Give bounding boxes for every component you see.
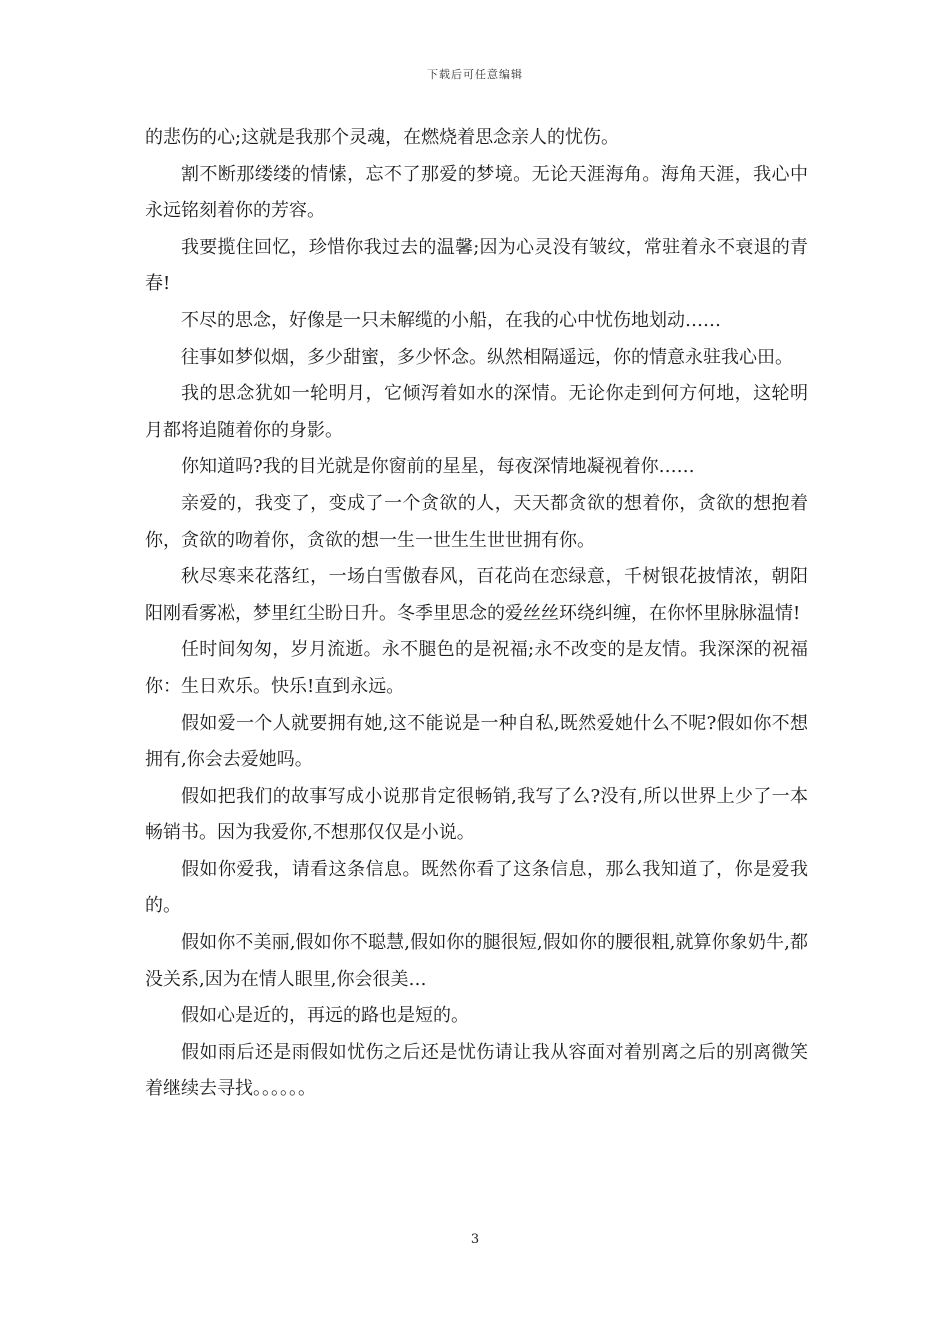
paragraph: 我要揽住回忆，珍惜你我过去的温馨;因为心灵没有皱纹，常驻着永不衰退的青春!	[145, 236, 808, 295]
paragraph: 假如你不美丽,假如你不聪慧,假如你的腿很短,假如你的腰很粗,就算你象奶牛,都没关系,因为在情人眼里,你会很美…	[145, 932, 808, 990]
paragraph: 往事如梦似烟，多少甜蜜，多少怀念。纵然相隔遥远，你的情意永驻我心田。	[181, 346, 793, 368]
paragraph: 假如把我们的故事写成小说那肯定很畅销,我写了么?没有,所以世界上少了一本畅销书。因为我爱你,不想那仅仅是小说。	[145, 785, 808, 844]
paragraph: 我的思念犹如一轮明月，它倾泻着如水的深情。无论你走到何方何地，这轮明月都将追随着你的身影。	[145, 383, 808, 441]
paragraph: 你知道吗?我的目光就是你窗前的星星，每夜深情地凝视着你……	[181, 456, 695, 478]
paragraph: 假如心是近的，再远的路也是短的。	[181, 1005, 469, 1027]
page-number: 3	[470, 1232, 480, 1247]
paragraph: 秋尽寒来花落红，一场白雪傲春风，百花尚在恋绿意，千树银花披情浓，朝阳阳刚看雾凇，梦里红尘盼日升。冬季里思念的爱丝丝环绕纠缠，在你怀里脉脉温情!	[145, 566, 808, 624]
paragraph: 的悲伤的心;这就是我那个灵魂，在燃烧着思念亲人的忧伤。	[145, 127, 620, 148]
paragraph: 亲爱的，我变了，变成了一个贪欲的人，天天都贪欲的想着你，贪欲的想抱着你，贪欲的吻着你，贪欲的想一生一世生生世世拥有你。	[145, 492, 808, 551]
page-header: 下载后可任意编辑	[427, 68, 523, 81]
document-body	[145, 120, 808, 1108]
paragraph: 假如雨后还是雨假如忧伤之后还是忧伤请让我从容面对着别离之后的别离微笑着继续去寻找。。。。。。	[145, 1041, 808, 1100]
paragraph: 割不断那缕缕的情愫，忘不了那爱的梦境。无论天涯海角。海角天涯，我心中永远铭刻着你的芳容。	[145, 163, 808, 222]
paragraph: 任时间匆匆，岁月流逝。永不腿色的是祝福;永不改变的是友情。我深深的祝福你：生日欢乐。快乐!直到永远。	[145, 639, 808, 697]
paragraph: 不尽的思念，好像是一只未解缆的小船，在我的心中忧伤地划动……	[181, 309, 721, 331]
paragraph: 假如爱一个人就要拥有她,这不能说是一种自私,既然爱她什么不呢?假如你不想拥有,你会去爱她吗。	[145, 712, 808, 771]
paragraph: 假如你爱我，请看这条信息。既然你看了这条信息，那么我知道了，你是爱我的。	[145, 858, 808, 917]
